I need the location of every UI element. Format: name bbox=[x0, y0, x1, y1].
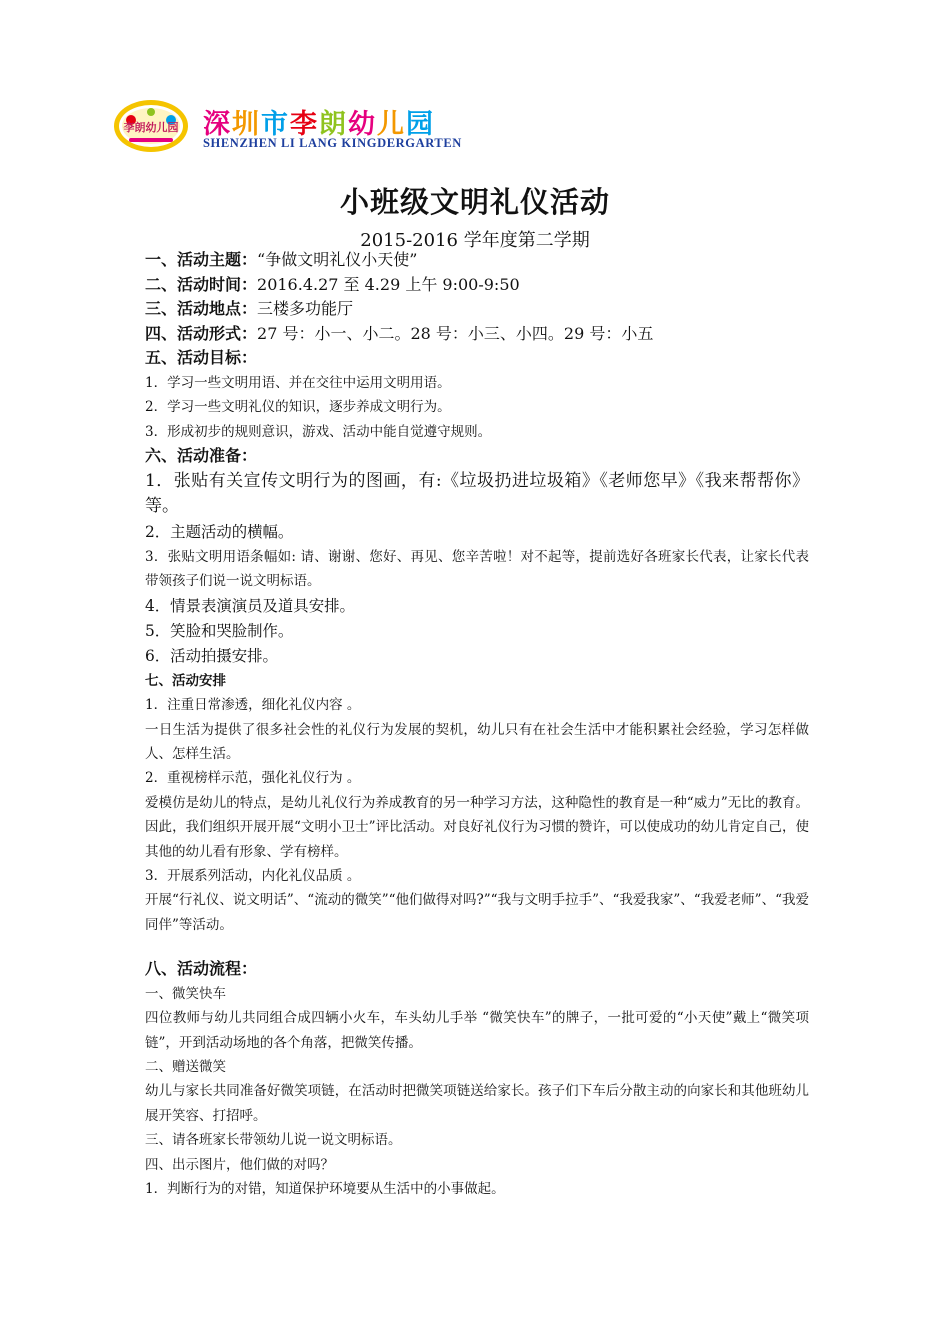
school-name-char: 李 bbox=[290, 109, 319, 140]
goal-item: 2．学习一些文明礼仪的知识，逐步养成文明行为。 bbox=[145, 399, 451, 416]
arrangement-point-body: 爱模仿是幼儿的特点，是幼儿礼仪行为养成教育的另一种学习方法，这种隐性的教育是一种“威力”无比的教育。因此，我们组织开展开展“文明小卫士”评比活动。对良好礼仪行为习惯的赞许，可以使成功的幼儿肯定自己，使其他的幼儿看有形象、学有榜样。 bbox=[145, 794, 809, 860]
school-name-char: 园 bbox=[406, 109, 435, 140]
school-name-char: 儿 bbox=[377, 109, 406, 140]
flow-step-title: 一、微笑快车 bbox=[145, 985, 226, 1002]
arrangement-point-title: 3．开展系列活动，内化礼仪品质 。 bbox=[145, 868, 361, 885]
prep-item: 1．张贴有关宣传文明行为的图画，有:《垃圾扔进垃圾箱》《老师您早》《我来帮帮你》等。 bbox=[145, 470, 809, 517]
school-name-char: 朗 bbox=[319, 109, 348, 140]
section-prep-heading: 六、活动准备： bbox=[145, 446, 258, 466]
section-goals-heading: 五、活动目标： bbox=[145, 348, 258, 368]
section-flow-heading: 八、活动流程： bbox=[145, 959, 258, 979]
arrangement-point-body: 一日生活为提供了很多社会性的礼仪行为发展的契机，幼儿只有在社会生活中才能积累社会经验，学习怎样做人、怎样生活。 bbox=[145, 721, 809, 762]
section-theme: 一、活动主题：“争做文明礼仪小天使” bbox=[145, 250, 418, 269]
goal-item: 1．学习一些文明用语、并在交往中运用文明用语。 bbox=[145, 374, 451, 391]
prep-item: 6．活动拍摄安排。 bbox=[145, 646, 278, 665]
prep-item: 5．笑脸和哭脸制作。 bbox=[145, 621, 294, 640]
arrangement-point-title: 1．注重日常渗透，细化礼仪内容 。 bbox=[145, 697, 361, 714]
school-name-char: 深 bbox=[203, 109, 232, 140]
arrangement-point-body: 开展“行礼仪、说文明话”、“流动的微笑”“他们做得对吗?”“我与文明手拉手”、“我爱我家”、“我爱老师”、“我爱同伴”等活动。 bbox=[145, 892, 809, 933]
flow-step-body: 四位教师与幼儿共同组合成四辆小火车，车头幼儿手举 “微笑快车”的牌子，一批可爱的“小天使”戴上“微笑项链”，开到活动场地的各个角落，把微笑传播。 bbox=[145, 1010, 809, 1051]
prep-item: 2．主题活动的横幅。 bbox=[145, 522, 294, 541]
logo-badge-text: 李朗幼儿园 bbox=[123, 121, 179, 134]
kindergarten-logo-icon bbox=[113, 98, 189, 154]
prep-item: 4．情景表演演员及道具安排。 bbox=[145, 596, 355, 615]
flow-step-title: 四、出示图片，他们做的对吗？ bbox=[145, 1156, 334, 1173]
goal-item: 3．形成初步的规则意识，游戏、活动中能自觉遵守规则。 bbox=[145, 423, 492, 440]
flow-step-title: 三、请各班家长带领幼儿说一说文明标语。 bbox=[145, 1132, 402, 1149]
section-arrangement-heading: 七、活动安排 bbox=[145, 672, 226, 689]
section-form: 四、活动形式：27 号：小一、小二。28 号：小三、小四。29 号：小五 bbox=[145, 323, 654, 343]
section-place: 三、活动地点：三楼多功能厅 bbox=[145, 299, 354, 319]
flow-step-item: 1．判断行为的对错，知道保护环境要从生活中的小事做起。 bbox=[145, 1181, 505, 1198]
school-name-char: 幼 bbox=[348, 109, 377, 140]
prep-item: 3．张贴文明用语条幅如: 请、谢谢、您好、再见、您辛苦啦！对不起等，提前选好各班家长代表，让家长代表带领孩子们说一说文明标语。 bbox=[145, 548, 809, 590]
school-name-char: 圳 bbox=[232, 109, 261, 140]
flow-step-body: 幼儿与家长共同准备好微笑项链，在活动时把微笑项链送给家长。孩子们下车后分散主动的向家长和其他班幼儿展开笑容、打招呼。 bbox=[145, 1083, 809, 1124]
document-title: 小班级文明礼仪活动 bbox=[339, 185, 610, 219]
kindergarten-logo-header bbox=[113, 98, 473, 158]
school-name-char: 市 bbox=[261, 109, 290, 140]
school-name-english: SHENZHEN LI LANG KINGDERGARTEN bbox=[203, 136, 462, 150]
arrangement-point-title: 2．重视榜样示范，强化礼仪行为 。 bbox=[145, 770, 361, 787]
document-subtitle: 2015-2016 学年度第二学期 bbox=[360, 230, 590, 251]
section-time: 二、活动时间：2016.4.27 至 4.29 上午 9:00-9:50 bbox=[145, 274, 520, 294]
flow-step-title: 二、赠送微笑 bbox=[145, 1059, 226, 1076]
document-body bbox=[145, 248, 809, 1202]
